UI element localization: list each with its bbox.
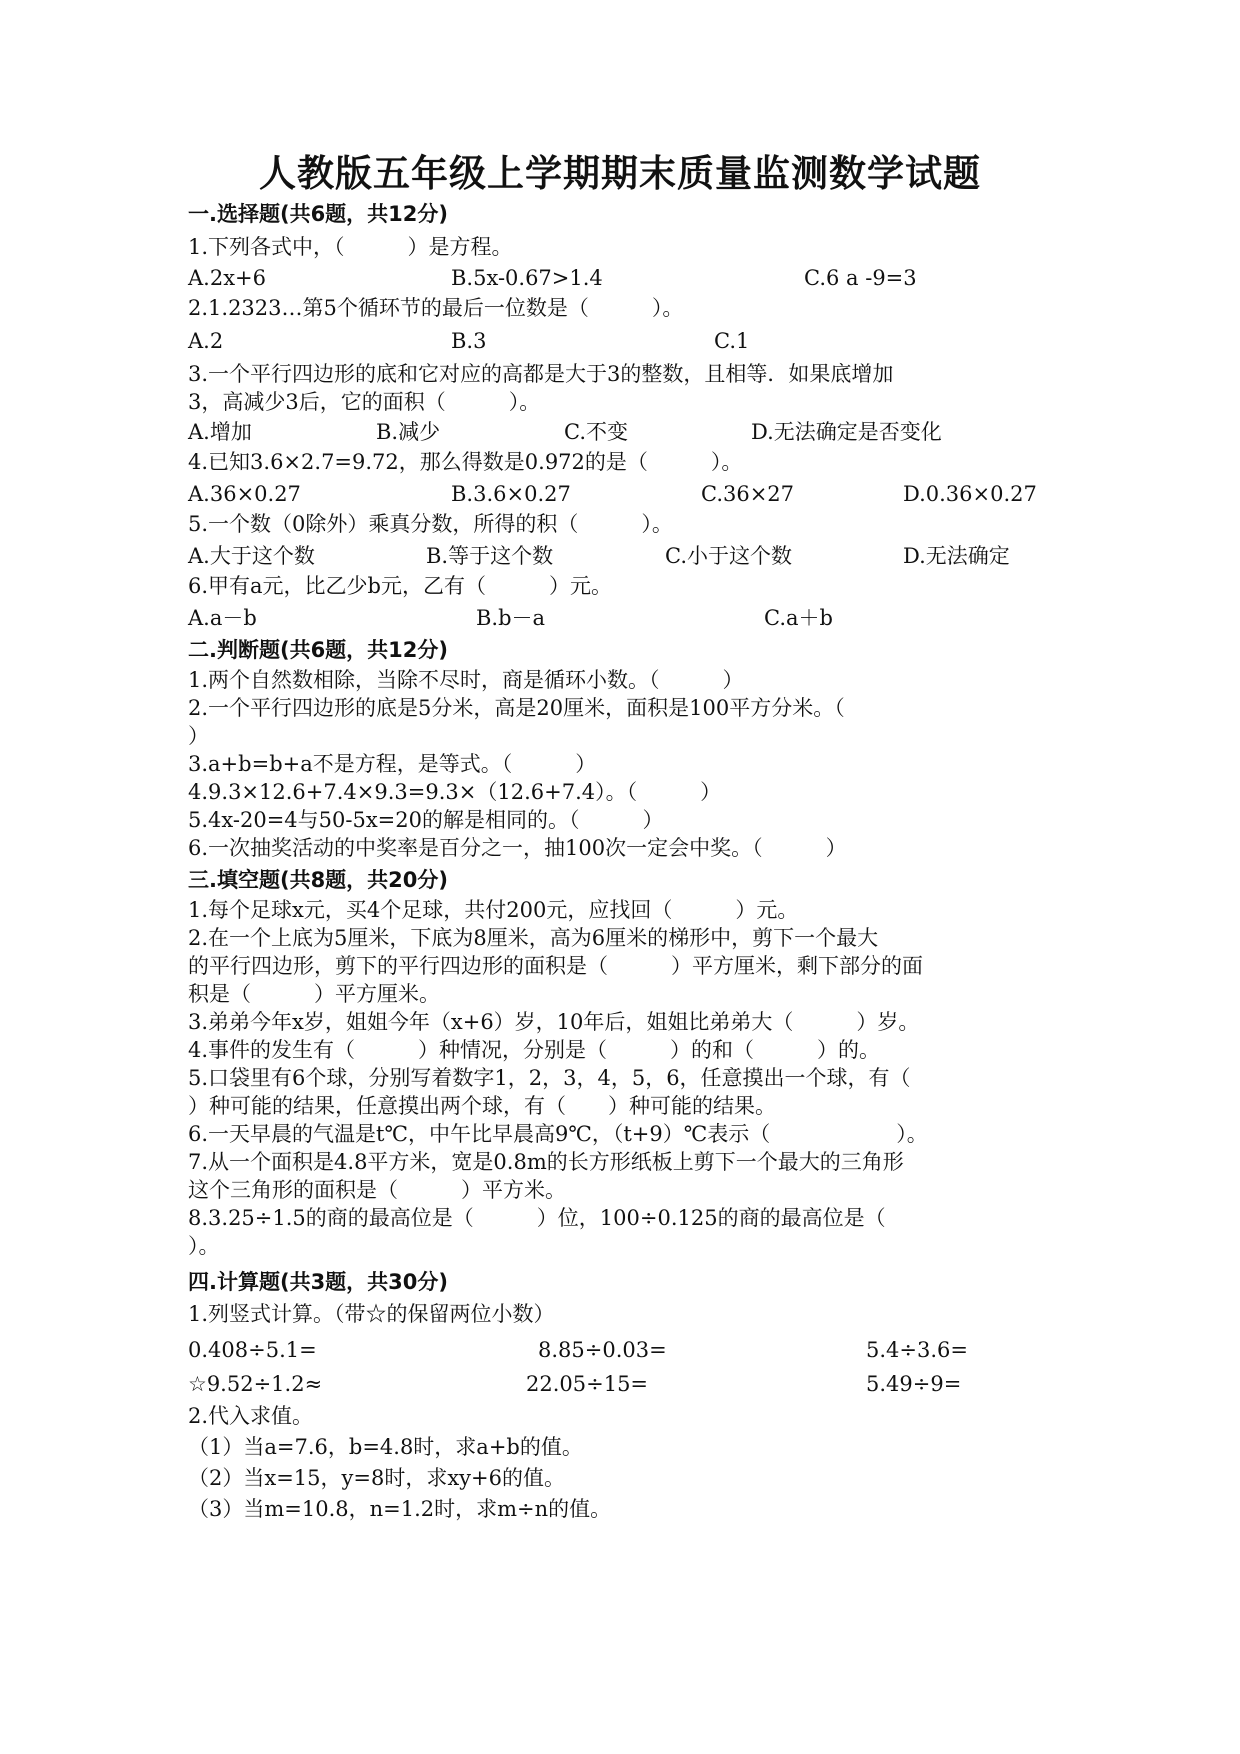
section-heading-fill: 三.填空题(共8题，共20分) — [188, 868, 449, 892]
question-text-cont: ）种可能的结果，任意摸出两个球，有（ ）种可能的结果。 — [188, 1094, 776, 1118]
question-text-cont: 这个三角形的面积是（ ）平方米。 — [188, 1178, 566, 1202]
option-c: C.a＋b — [764, 606, 833, 630]
question-text-cont: 的平行四边形，剪下的平行四边形的面积是（ ）平方厘米，剩下部分的面 — [188, 954, 923, 978]
calc-item: ☆9.52÷1.2≈ — [188, 1372, 323, 1396]
option-c: C.36×27 — [701, 482, 795, 506]
options-row — [188, 602, 1058, 634]
question-text: 5.4x-20=4与50-5x=20的解是相同的。（ ） — [188, 808, 664, 832]
sub-question: （2）当x=15，y=8时，求xy+6的值。 — [188, 1466, 566, 1490]
option-a: A.a－b — [188, 606, 257, 630]
option-a: A.大于这个数 — [188, 544, 315, 568]
question-text-cont: ）。 — [188, 1234, 220, 1258]
option-c: C.不变 — [564, 420, 628, 444]
question-text: 4.9.3×12.6+7.4×9.3=9.3×（12.6+7.4）。（ ） — [188, 780, 722, 804]
section-heading-choice: 一.选择题(共6题，共12分) — [188, 202, 449, 226]
option-a: A.增加 — [188, 420, 252, 444]
question-text: 4.事件的发生有（ ）种情况，分别是（ ）的和（ ）的。 — [188, 1038, 881, 1062]
option-b: B.减少 — [376, 420, 441, 444]
option-c: C.1 — [714, 329, 750, 353]
calc-item: 5.4÷3.6= — [866, 1338, 968, 1362]
option-d: D.无法确定是否变化 — [751, 420, 942, 444]
option-c: C.小于这个数 — [665, 544, 792, 568]
question-text: 2.在一个上底为5厘米，下底为8厘米，高为6厘米的梯形中，剪下一个最大 — [188, 926, 879, 950]
question-text: 6.一次抽奖活动的中奖率是百分之一，抽100次一定会中奖。（ ） — [188, 836, 847, 860]
question-text: 1.列竖式计算。（带☆的保留两位小数） — [188, 1302, 555, 1326]
sub-question: （1）当a=7.6，b=4.8时，求a+b的值。 — [188, 1435, 583, 1459]
question-text: 6.甲有a元，比乙少b元，乙有（ ）元。 — [188, 574, 612, 598]
question-text: 3.一个平行四边形的底和它对应的高都是大于3的整数，且相等．如果底增加 — [188, 362, 894, 386]
question-text: 7.从一个面积是4.8平方米，宽是0.8m的长方形纸板上剪下一个最大的三角形 — [188, 1150, 904, 1174]
options-row — [188, 416, 1058, 448]
option-a: A.36×0.27 — [188, 482, 301, 506]
options-row — [188, 478, 1058, 510]
question-text: 3.a+b=b+a不是方程，是等式。（ ） — [188, 752, 597, 776]
question-text: 5.一个数（0除外）乘真分数，所得的积（ ）。 — [188, 512, 673, 536]
calc-row — [188, 1334, 1058, 1366]
option-d: D.0.36×0.27 — [903, 482, 1037, 506]
sub-question: （3）当m=10.8，n=1.2时，求m÷n的值。 — [188, 1497, 612, 1521]
exam-content — [188, 198, 1058, 1525]
question-text: 2.1.2323…第5个循环节的最后一位数是（ ）。 — [188, 296, 684, 320]
question-text: 4.已知3.6×2.7=9.72，那么得数是0.972的是（ ）。 — [188, 450, 743, 474]
question-text: 2.代入求值。 — [188, 1404, 314, 1428]
calc-item: 0.408÷5.1= — [188, 1338, 317, 1362]
calc-item: 5.49÷9= — [866, 1372, 962, 1396]
options-row — [188, 262, 1058, 294]
question-text: 1.下列各式中，（ ）是方程。 — [188, 235, 513, 259]
question-text: 3.弟弟今年x岁，姐姐今年（x+6）岁，10年后，姐姐比弟弟大（ ）岁。 — [188, 1010, 920, 1034]
option-a: A.2 — [188, 329, 224, 353]
section-heading-judge: 二.判断题(共6题，共12分) — [188, 638, 449, 662]
option-b: B.5x-0.67>1.4 — [451, 266, 603, 290]
question-text: 8.3.25÷1.5的商的最高位是（ ）位，100÷0.125的商的最高位是（ — [188, 1206, 886, 1230]
option-a: A.2x+6 — [188, 266, 267, 290]
question-text: 2.一个平行四边形的底是5分米，高是20厘米，面积是100平方分米。（ — [188, 696, 845, 720]
option-d: D.无法确定 — [903, 544, 1010, 568]
options-row — [188, 540, 1058, 572]
calc-row — [188, 1368, 1058, 1400]
question-text: 5.口袋里有6个球，分别写着数字1，2，3，4，5，6，任意摸出一个球，有（ — [188, 1066, 911, 1090]
question-text: 6.一天早晨的气温是t℃，中午比早晨高9℃，（t+9）℃表示（ ）。 — [188, 1122, 928, 1146]
options-row — [188, 325, 1058, 357]
question-text-cont: 3，高减少3后，它的面积（ ）。 — [188, 390, 541, 414]
option-b: B.3.6×0.27 — [451, 482, 571, 506]
option-b: B.b－a — [476, 606, 546, 630]
option-c: C.6 a -9=3 — [804, 266, 917, 290]
question-text: 1.每个足球x元，买4个足球，共付200元，应找回（ ）元。 — [188, 898, 799, 922]
question-text: 1.两个自然数相除，当除不尽时，商是循环小数。（ ） — [188, 668, 744, 692]
page-title: 人教版五年级上学期期末质量监测数学试题 — [259, 151, 981, 195]
question-text-cont: 积是（ ）平方厘米。 — [188, 982, 440, 1006]
section-heading-calc: 四.计算题(共3题，共30分) — [188, 1270, 449, 1294]
calc-item: 22.05÷15= — [526, 1372, 649, 1396]
option-b: B.3 — [451, 329, 487, 353]
question-text-cont: ） — [188, 724, 209, 748]
calc-item: 8.85÷0.03= — [538, 1338, 667, 1362]
option-b: B.等于这个数 — [426, 544, 554, 568]
